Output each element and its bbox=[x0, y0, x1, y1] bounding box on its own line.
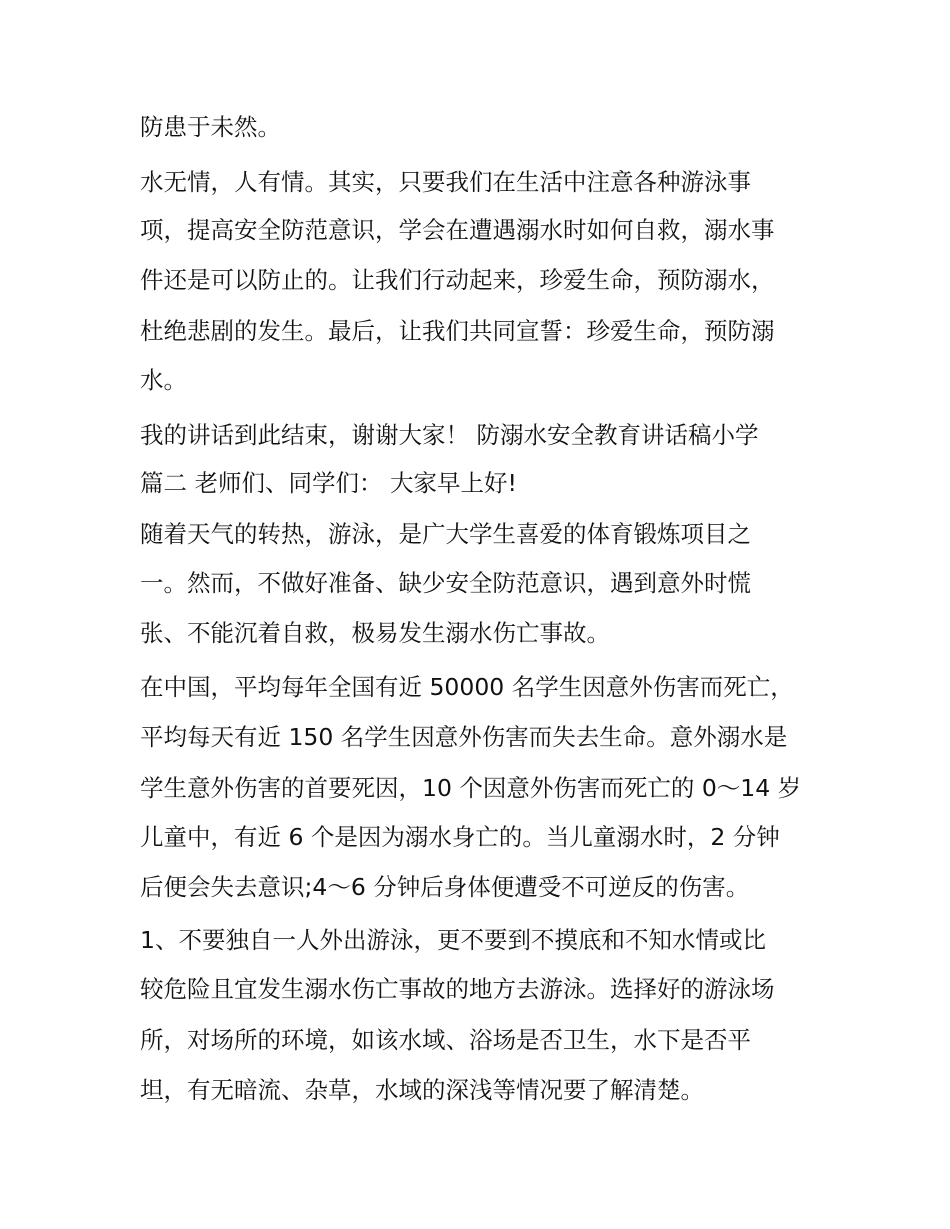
text-line: 件还是可以防止的。让我们行动起来，珍爱生命，预防溺水， bbox=[140, 266, 775, 294]
text-line: 学生意外伤害的首要死因，10 个因意外伤害而死亡的 0～14 岁 bbox=[140, 774, 802, 802]
text-line: 平均每天有近 150 名学生因意外伤害而失去生命。意外溺水是 bbox=[140, 723, 788, 751]
text-line: 1、不要独自一人外出游泳，更不要到不摸底和不知水情或比 bbox=[140, 926, 766, 954]
text-line: 杜绝悲剧的发生。最后，让我们共同宣誓：珍爱生命，预防溺 bbox=[140, 317, 775, 345]
text-line: 后便会失去意识;4～6 分钟后身体便遭受不可逆反的伤害。 bbox=[140, 873, 750, 901]
text-line: 所，对场所的环境，如该水域、浴场是否卫生，水下是否平 bbox=[140, 1026, 751, 1054]
text-line: 篇二 老师们、同学们： 大家早上好! bbox=[140, 469, 517, 497]
text-line: 张、不能沉着自救，极易发生溺水伤亡事故。 bbox=[140, 619, 610, 647]
text-line: 水。 bbox=[140, 366, 187, 394]
text-line: 儿童中，有近 6 个是因为溺水身亡的。当儿童溺水时，2 分钟 bbox=[140, 823, 780, 851]
text-line: 随着天气的转热，游泳，是广大学生喜爱的体育锻炼项目之 bbox=[140, 520, 751, 548]
text-line: 防患于未然。 bbox=[140, 113, 281, 141]
text-line: 在中国，平均每年全国有近 50000 名学生因意外伤害而死亡， bbox=[140, 673, 794, 701]
text-line: 坦，有无暗流、杂草，水域的深浅等情况要了解清楚。 bbox=[140, 1076, 704, 1104]
text-line: 较危险且宜发生溺水伤亡事故的地方去游泳。选择好的游泳场 bbox=[140, 975, 775, 1003]
text-line: 一。然而，不做好准备、缺少安全防范意识，遇到意外时慌 bbox=[140, 569, 751, 597]
text-line: 我的讲话到此结束，谢谢大家！ 防溺水安全教育讲话稿小学 bbox=[140, 421, 759, 449]
text-line: 水无情，人有情。其实，只要我们在生活中注意各种游泳事 bbox=[140, 168, 751, 196]
text-line: 项，提高安全防范意识，学会在遭遇溺水时如何自救，溺水事 bbox=[140, 216, 775, 244]
